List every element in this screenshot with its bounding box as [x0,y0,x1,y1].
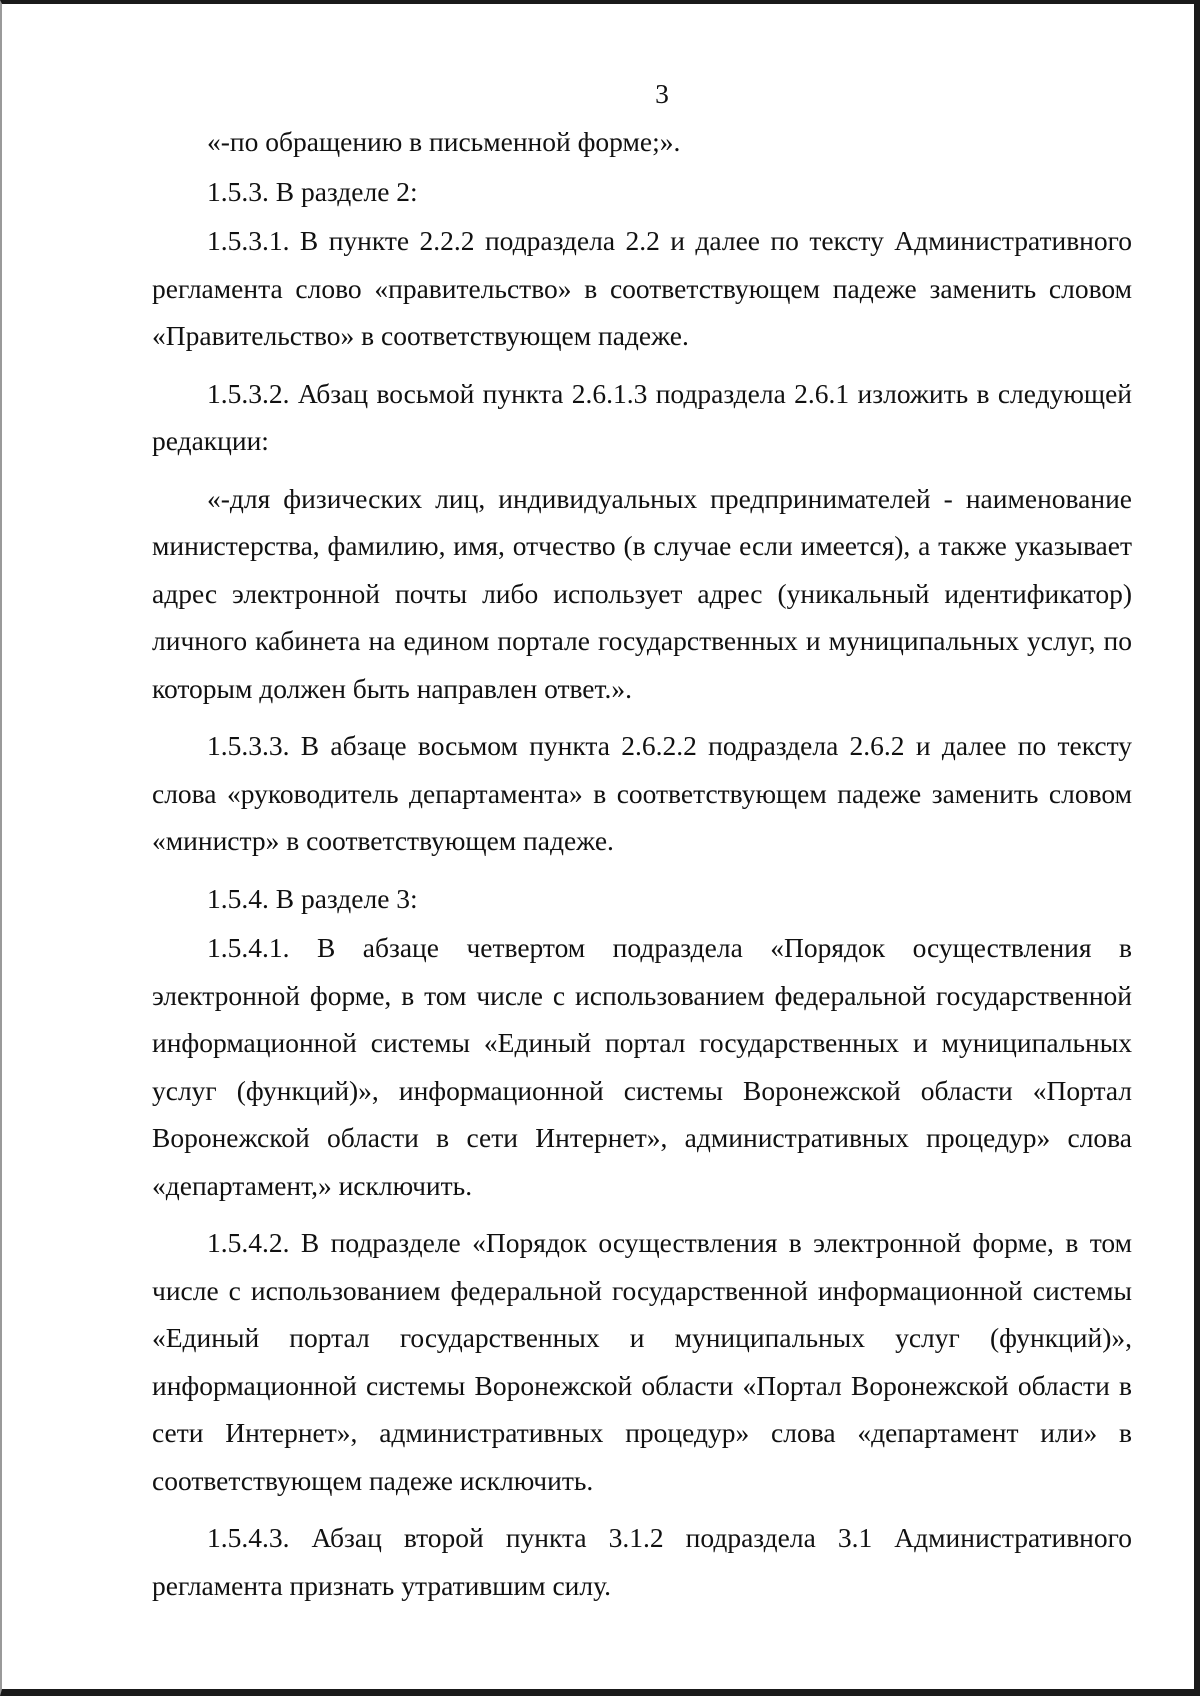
paragraph-1-5-4-2: 1.5.4.2. В подразделе «Порядок осуществления в электронной форме, в том числе с использованием федеральной государственной информационной системы «Единый портал государственных и муниципальных услуг (функций)», информационной системы Воронежской области «Портал Воронежской области в сети Интернет», административных процедур» слова «департамент или» в соответствующем падеже исключить. [152,1227,1132,1496]
document-page [152,72,1132,1609]
paragraph-1-5-4-3: 1.5.4.3. Абзац второй пункта 3.1.2 подраздела 3.1 Административного регламента признать утратившим силу. [152,1522,1132,1601]
paragraph-1-5-3-2: 1.5.3.2. Абзац восьмой пункта 2.6.1.3 подраздела 2.6.1 изложить в следующей редакции: [152,377,1132,456]
paragraph-quote-written-form: «-по обращению в письменной форме;». [207,126,681,157]
paragraph-quote-physical-persons: «-для физических лиц, индивидуальных предпринимателей - наименование министерства, фамилию, имя, отчество (в случае если имеется), а также указывает адрес электронной почты либо использует адрес (уникальный идентификатор) личного кабинета на едином портале государственных и муниципальных услуг, по которым должен быть направлен ответ.». [152,482,1132,704]
paragraph-1-5-4-1: 1.5.4.1. В абзаце четвертом подраздела «Порядок осуществления в электронной форме, в том числе с использованием федеральной государственной информационной системы «Единый портал государственных и муниципальных услуг (функций)», информационной системы Воронежской области «Портал Воронежской области в сети Интернет», административных процедур» слова «департамент,» исключить. [152,932,1132,1201]
paragraph-1-5-3: 1.5.3. В разделе 2: [207,175,418,207]
paragraph-1-5-4: 1.5.4. В разделе 3: [207,882,418,914]
paragraph-1-5-3-3: 1.5.3.3. В абзаце восьмом пункта 2.6.2.2 подраздела 2.6.2 и далее по тексту слова «руководитель департамента» в соответствующем падеже заменить словом «министр» в соответствующем падеже. [152,730,1132,856]
page-number: 3 [655,78,669,109]
paragraph-1-5-3-1: 1.5.3.1. В пункте 2.2.2 подраздела 2.2 и далее по тексту Административного регламента слово «правительство» в соответствующем падеже заменить словом «Правительство» в соответствующем падеже. [152,225,1132,351]
